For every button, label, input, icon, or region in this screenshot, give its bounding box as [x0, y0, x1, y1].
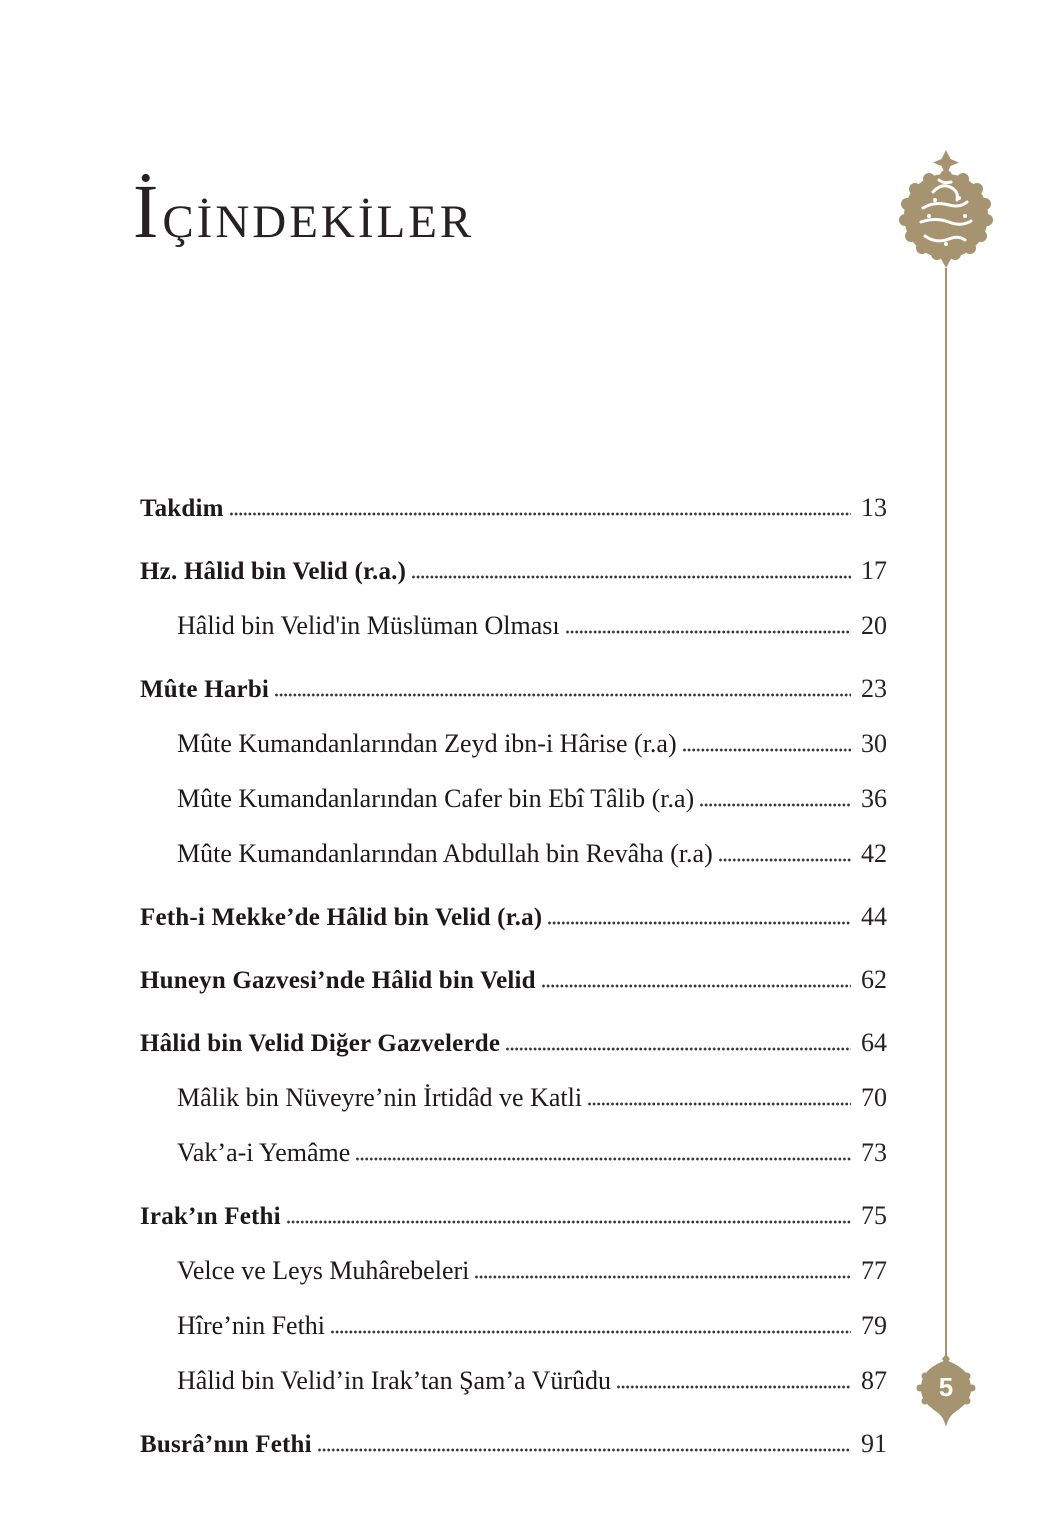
toc-entry-page: 77: [861, 1256, 887, 1285]
toc-entry: [140, 674, 887, 704]
toc-entry: [140, 1028, 887, 1058]
toc-entry-label: Mûte Kumandanlarından Zeyd ibn-i Hârise (r.a): [177, 729, 677, 758]
calligraphy-medallion-icon: [889, 150, 1003, 272]
dot-leader: [700, 802, 851, 808]
toc-entry-page: 91: [861, 1429, 887, 1458]
toc-entry: [140, 493, 887, 523]
toc-entry-label: Mûte Kumandanlarından Abdullah bin Revâha (r.a): [177, 839, 713, 868]
dot-leader: [287, 1219, 851, 1225]
dot-leader: [548, 920, 851, 926]
toc-entry-page: 73: [861, 1138, 887, 1167]
page-title: İÇİNDEKİLER: [133, 170, 475, 254]
toc-entry: [140, 902, 887, 932]
toc-entry-page: 20: [861, 611, 887, 640]
toc-entry-page: 36: [861, 784, 887, 813]
toc-entry: [140, 1201, 887, 1231]
toc-entry-page: 17: [861, 556, 887, 585]
toc-entry: [140, 784, 887, 814]
dot-leader: [683, 747, 851, 753]
toc-entry-page: 75: [861, 1201, 887, 1230]
dot-leader: [356, 1156, 851, 1162]
toc-entry-page: 42: [861, 839, 887, 868]
toc-entry-label: Mûte Harbi: [140, 676, 270, 703]
toc-entry-label: Busrâ’nın Fethi: [140, 1431, 312, 1458]
dot-leader: [475, 1274, 851, 1280]
toc-entry-page: 13: [861, 493, 887, 522]
folio-number: 5: [938, 1372, 954, 1402]
toc-entry-label: Hz. Hâlid bin Velid (r.a.): [140, 558, 407, 585]
dot-leader: [542, 983, 851, 989]
toc-entry: [140, 1256, 887, 1286]
toc-entry: [140, 1138, 887, 1168]
toc-entry-page: 30: [861, 729, 887, 758]
toc-entry-label: Huneyn Gazvesi’nde Hâlid bin Velid: [140, 967, 536, 994]
toc-entry-page: 44: [861, 902, 887, 931]
toc-entry-label: Mâlik bin Nüveyre’nin İrtidâd ve Katli: [177, 1083, 583, 1112]
toc-entry-label: Hîre’nin Fethi: [177, 1311, 326, 1340]
toc-entry-label: Takdim: [140, 495, 224, 522]
toc-entry-page: 23: [861, 674, 887, 703]
dot-leader: [412, 574, 851, 580]
toc-entry-label: Hâlid bin Velid’in Irak’tan Şam’a Vürûdu: [177, 1366, 611, 1395]
toc-entry-page: 87: [861, 1366, 887, 1395]
dot-leader: [719, 857, 851, 863]
toc-entry: [140, 839, 887, 869]
dot-leader: [588, 1101, 851, 1107]
toc-entry-label: Hâlid bin Velid'in Müslüman Olması: [177, 611, 560, 640]
toc-entry-label: Irak’ın Fethi: [140, 1203, 281, 1230]
dot-leader: [275, 692, 851, 698]
dot-leader: [506, 1046, 851, 1052]
dot-leader: [331, 1329, 851, 1335]
toc-entry-page: 70: [861, 1083, 887, 1112]
toc-entry: [140, 556, 887, 586]
toc-entry-page: 64: [861, 1028, 887, 1057]
toc-entry-page: 62: [861, 965, 887, 994]
table-of-contents: [140, 493, 887, 1459]
dot-leader: [566, 629, 851, 635]
toc-entry: [140, 1083, 887, 1113]
toc-entry: [140, 729, 887, 759]
toc-entry-label: Mûte Kumandanlarından Cafer bin Ebî Tâlib (r.a): [177, 784, 695, 813]
toc-entry-label: Feth-i Mekke’de Hâlid bin Velid (r.a): [140, 904, 543, 931]
dot-leader: [617, 1384, 851, 1390]
toc-entry: [140, 1311, 887, 1341]
vertical-rule: [945, 268, 947, 1362]
dot-leader: [318, 1447, 851, 1453]
toc-entry: [140, 965, 887, 995]
toc-entry-label: Vak’a-i Yemâme: [177, 1138, 351, 1167]
toc-entry-page: 79: [861, 1311, 887, 1340]
toc-entry-label: Hâlid bin Velid Diğer Gazvelerde: [140, 1030, 501, 1057]
dot-leader: [230, 511, 851, 517]
toc-entry: [140, 611, 887, 641]
toc-entry: [140, 1429, 887, 1459]
toc-entry-label: Velce ve Leys Muhârebeleri: [177, 1256, 470, 1285]
toc-entry: [140, 1366, 887, 1396]
